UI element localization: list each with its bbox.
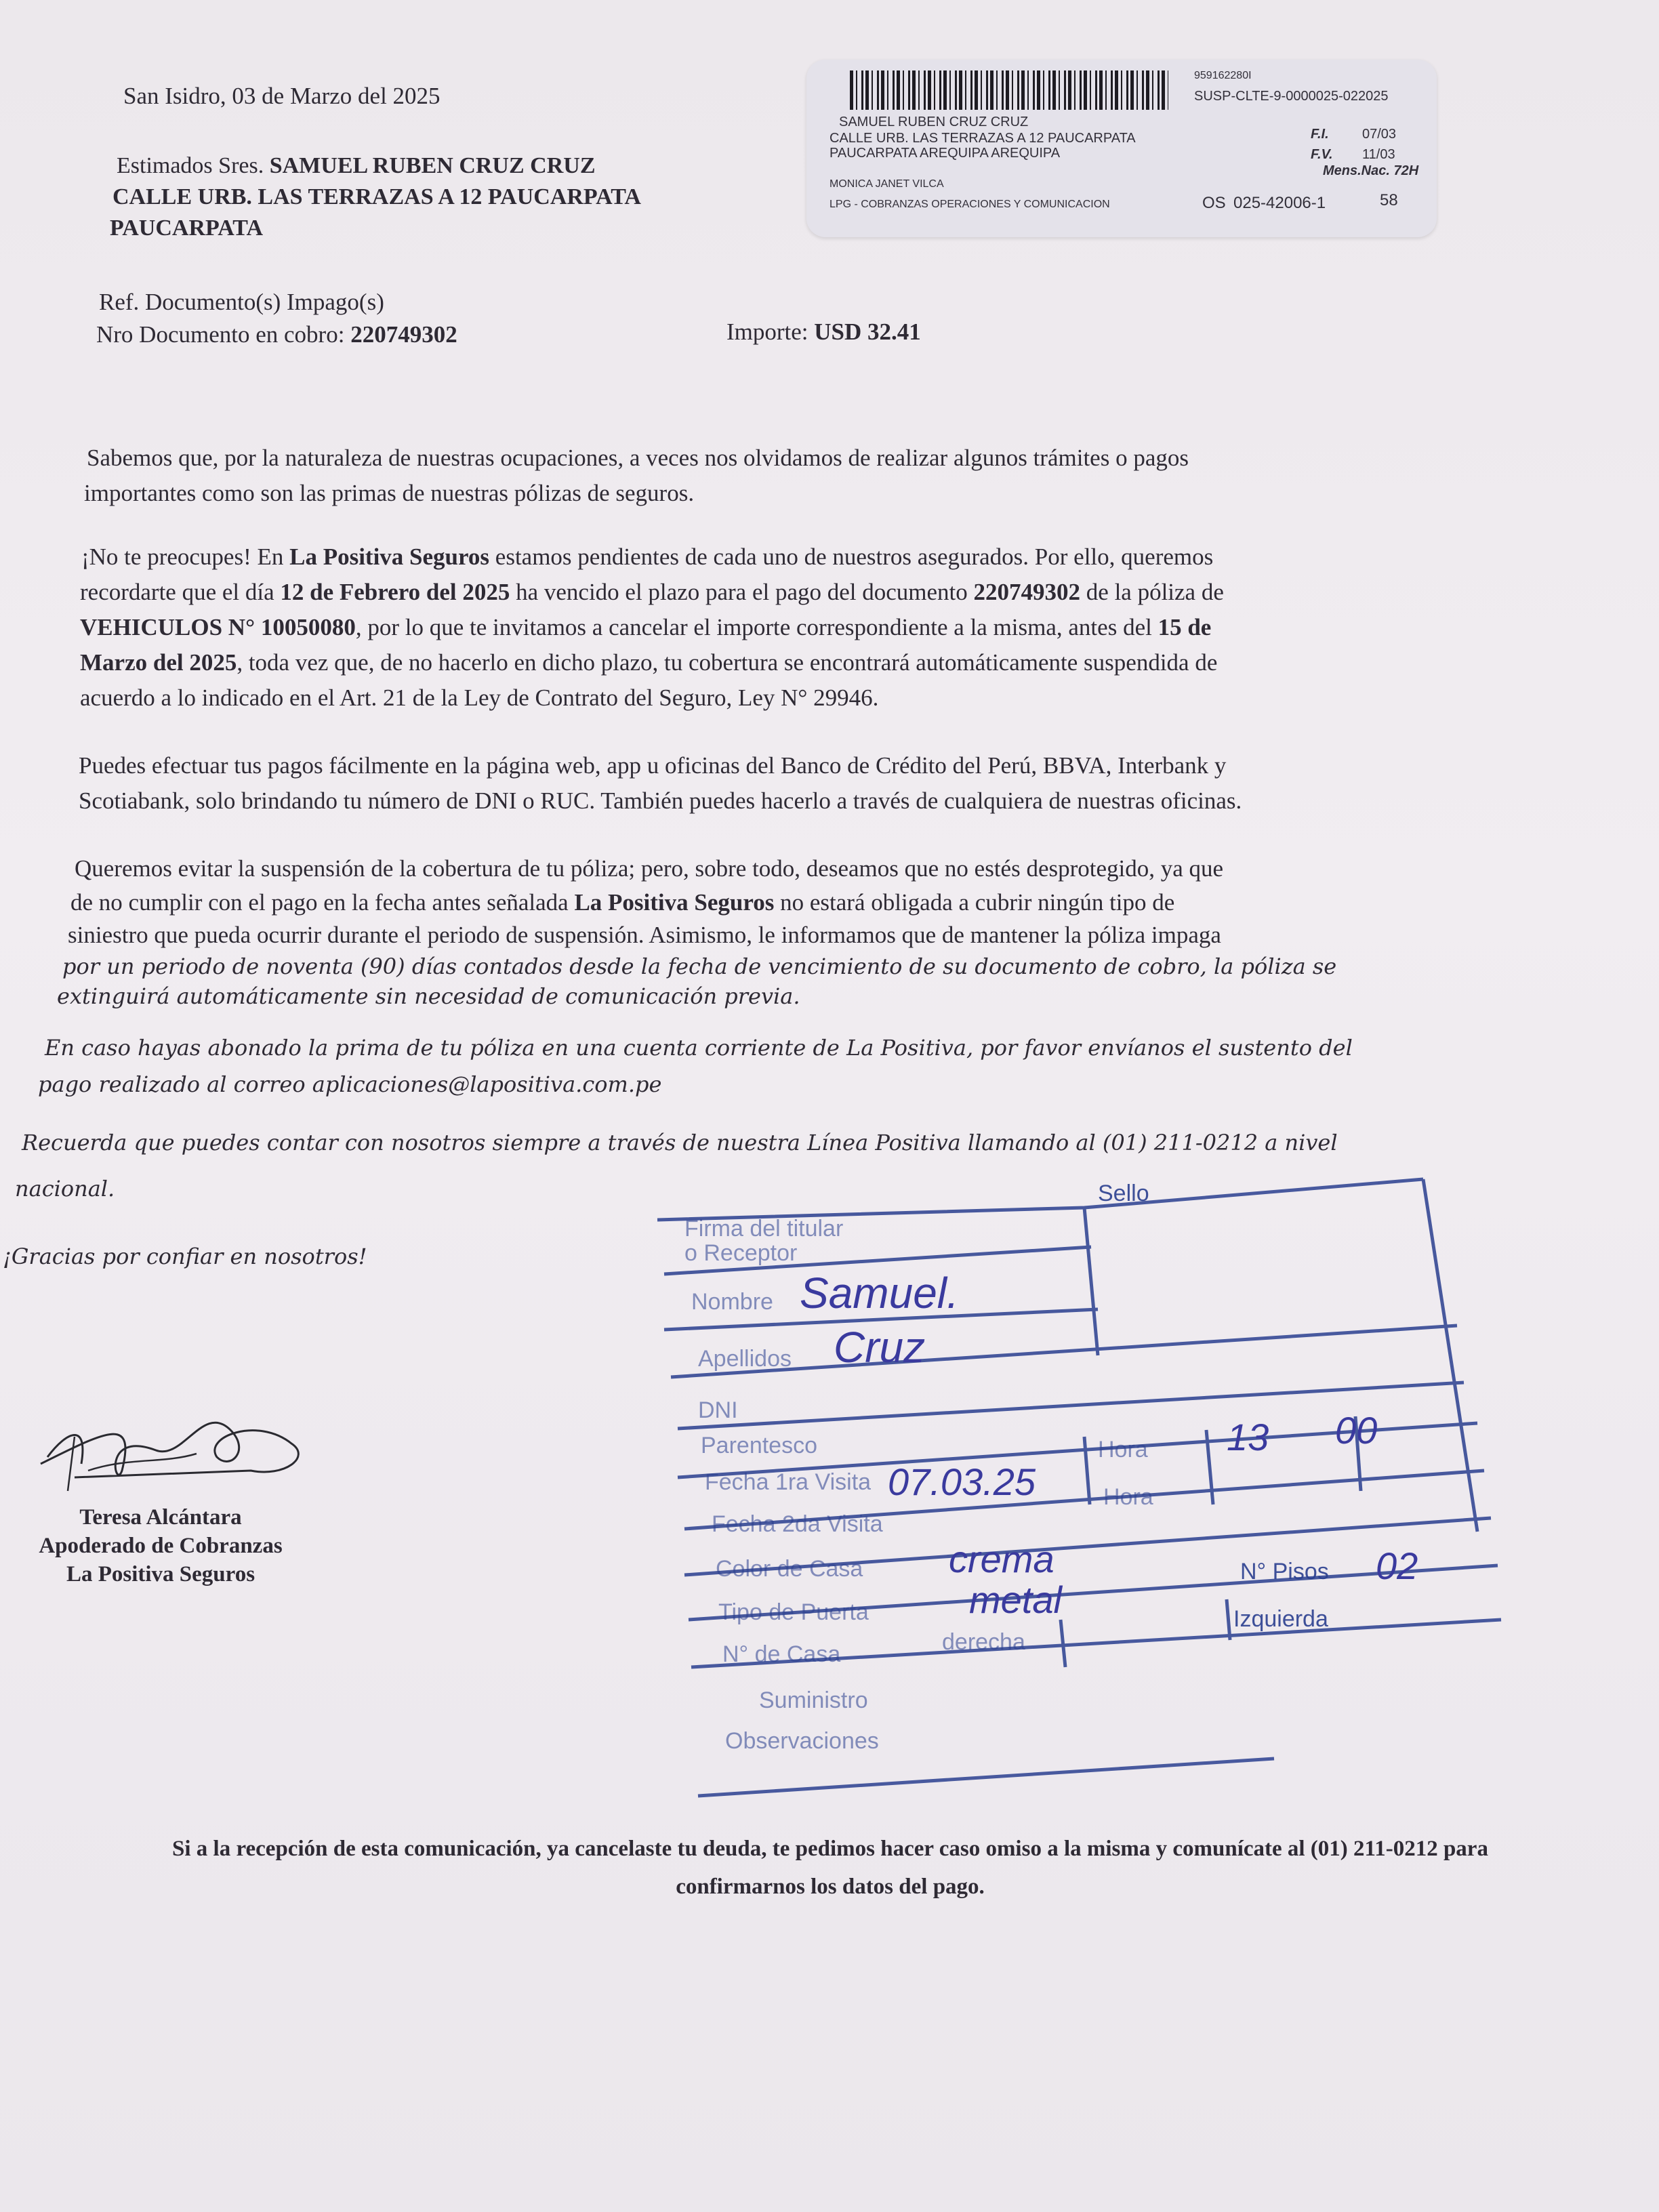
recipient-name: SAMUEL RUBEN CRUZ CRUZ xyxy=(269,153,596,178)
stamp-fecha2: Fecha 2da Visita xyxy=(712,1511,883,1537)
p5-line-1: En caso hayas abonado la prima de tu póliza en una cuenta corriente de La Positiva, por favor envíanos el sustento del xyxy=(45,1035,1353,1061)
hw-nombre: Samuel. xyxy=(800,1269,959,1317)
stamp-nombre: Nombre xyxy=(691,1289,773,1315)
importe-label: Importe: xyxy=(726,319,808,345)
stamp-izquierda: Izquierda xyxy=(1233,1606,1328,1632)
footer-line-2: confirmarnos los datos del pago. xyxy=(676,1875,985,1899)
hw-fecha: 07.03.25 xyxy=(888,1460,1036,1503)
p4-line-3: siniestro que pueda ocurrir durante el periodo de suspensión. Asimismo, le informamos que de mantener la póliza impaga xyxy=(68,922,1221,948)
sender: MONICA JANET VILCA xyxy=(830,178,944,190)
stamp-derecha: derecha xyxy=(942,1629,1025,1655)
doc-line xyxy=(96,319,457,351)
p3-line-2: Scotiabank, solo brindando tu número de DNI o RUC. También puedes hacerlo a través de cualquiera de nuestras oficinas. xyxy=(79,787,1242,814)
p4-line-1: Queremos evitar la suspensión de la cobertura de tu póliza; pero, sobre todo, deseamos que no estés desprotegido, ya que xyxy=(75,855,1224,882)
hw-color-2: metal xyxy=(969,1578,1062,1621)
stamp-receptor: o Receptor xyxy=(684,1240,798,1266)
footer-note xyxy=(27,1830,1633,1906)
stamp-suministro: Suministro xyxy=(759,1687,868,1713)
label-name: SAMUEL RUBEN CRUZ CRUZ xyxy=(839,115,1029,129)
department: LPG - COBRANZAS OPERACIONES Y COMUNICACION xyxy=(830,199,1110,210)
importe-line xyxy=(726,316,921,348)
stamp-pisos: N° Pisos xyxy=(1240,1559,1329,1584)
fi-label: F.I. xyxy=(1311,127,1329,142)
p4-line-2: de no cumplir con el pago en la fecha antes señalada La Positiva Seguros no estará obligada a cubrir ningún tipo de xyxy=(70,889,1175,916)
stamp-color-casa: Color de Casa xyxy=(716,1556,863,1582)
stamp-firma: Firma del titular xyxy=(684,1216,844,1242)
p5-line-2: pago realizado al correo aplicaciones@lapositiva.com.pe xyxy=(38,1071,662,1097)
service: Mens.Nac. 72H xyxy=(1323,163,1419,178)
signer-name: Teresa Alcántara xyxy=(79,1505,242,1530)
p1-line-2: importantes como son las primas de nuestras pólizas de seguros. xyxy=(84,480,695,506)
hw-min: 00 xyxy=(1335,1409,1378,1452)
count: 58 xyxy=(1380,191,1398,209)
label-code: SUSP-CLTE-9-0000025-022025 xyxy=(1194,89,1389,104)
address-line-2: PAUCARPATA xyxy=(110,216,263,241)
stamp-num-casa: N° de Casa xyxy=(722,1641,841,1667)
fv-label: F.V. xyxy=(1311,147,1333,162)
reference-block xyxy=(96,286,457,351)
p2-line-1: ¡No te preocupes! En La Positiva Seguros estamos pendientes de cada uno de nuestros asegurados. Por ello, queremos xyxy=(81,544,1214,570)
signer-company: La Positiva Seguros xyxy=(66,1562,255,1586)
p6-line-2: nacional. xyxy=(15,1176,115,1202)
thanks-line: ¡Gracias por confiar en nosotros! xyxy=(3,1244,367,1269)
stamp-hora-2: Hora xyxy=(1103,1484,1153,1510)
doc-number: 220749302 xyxy=(350,321,457,348)
address-line-1: CALLE URB. LAS TERRAZAS A 12 PAUCARPATA xyxy=(112,184,641,209)
doc-label: Nro Documento en cobro: xyxy=(96,321,345,348)
footer-line-1: Si a la recepción de esta comunicación, ya cancelaste tu deuda, te pedimos hacer caso omiso a la misma y comunícate al (01) 211-0212 para xyxy=(172,1837,1488,1861)
hw-color-1: crema xyxy=(949,1538,1054,1580)
signature-block xyxy=(15,1503,306,1589)
place-date: San Isidro, 03 de Marzo del 2025 xyxy=(123,83,441,109)
delivery-stamp xyxy=(651,1152,1532,1820)
barcode-number: 959162280I xyxy=(1194,70,1252,81)
stamp-dni: DNI xyxy=(698,1397,738,1423)
label-addr-2: PAUCARPATA AREQUIPA AREQUIPA xyxy=(830,146,1061,161)
os-value: 025-42006-1 xyxy=(1233,194,1326,212)
fi-value: 07/03 xyxy=(1362,127,1397,142)
fv-value: 11/03 xyxy=(1362,147,1395,162)
stamp-sello: Sello xyxy=(1098,1181,1149,1206)
p2-line-2: recordarte que el día 12 de Febrero del 2025 ha vencido el plazo para el pago del documento 220749302 de la póliza de xyxy=(80,579,1224,605)
p1-line-1: Sabemos que, por la naturaleza de nuestras ocupaciones, a veces nos olvidamos de realizar algunos trámites o pagos xyxy=(87,445,1189,471)
hw-apellidos: Cruz xyxy=(834,1323,926,1372)
p3-line-1: Puedes efectuar tus pagos fácilmente en la página web, app u oficinas del Banco de Crédito del Perú, BBVA, Interbank y xyxy=(79,752,1227,779)
os-label: OS xyxy=(1202,194,1226,212)
recipient-block xyxy=(110,150,641,244)
signer-role: Apoderado de Cobranzas xyxy=(39,1534,283,1558)
shipping-label xyxy=(806,60,1437,237)
hw-pisos: 02 xyxy=(1376,1544,1418,1587)
stamp-hora: Hora xyxy=(1098,1437,1148,1462)
barcode xyxy=(850,70,1168,110)
p4-line-5: extinguirá automáticamente sin necesidad de comunicación previa. xyxy=(57,983,800,1009)
recipient-line xyxy=(117,150,641,182)
label-addr-1: CALLE URB. LAS TERRAZAS A 12 PAUCARPATA xyxy=(830,131,1136,146)
importe-value: USD 32.41 xyxy=(814,319,921,345)
hw-hora: 13 xyxy=(1227,1416,1269,1458)
stamp-tipo-puerta: Tipo de Puerta xyxy=(718,1599,869,1625)
greeting: Estimados Sres. xyxy=(117,153,264,178)
stamp-parentesco: Parentesco xyxy=(701,1433,817,1458)
stamp-fecha1: Fecha 1ra Visita xyxy=(705,1469,872,1495)
ref-label: Ref. Documento(s) Impago(s) xyxy=(99,289,384,315)
p2-line-3: VEHICULOS N° 10050080, por lo que te invitamos a cancelar el importe correspondiente a la misma, antes del 15 de xyxy=(80,614,1212,640)
p6-line-1: Recuerda que puedes contar con nosotros siempre a través de nuestra Línea Positiva llamando al (01) 211-0212 a nivel xyxy=(22,1130,1338,1155)
p2-line-5: acuerdo a lo indicado en el Art. 21 de la Ley de Contrato del Seguro, Ley N° 29946. xyxy=(80,684,879,711)
signature-icon xyxy=(27,1389,325,1511)
stamp-apellidos: Apellidos xyxy=(698,1346,792,1372)
stamp-observaciones: Observaciones xyxy=(725,1728,879,1754)
p4-line-4: por un periodo de noventa (90) días contados desde la fecha de vencimiento de su documento de cobro, la póliza se xyxy=(62,954,1337,979)
p2-line-4: Marzo del 2025, toda vez que, de no hacerlo en dicho plazo, tu cobertura se encontrará automáticamente suspendida de xyxy=(80,649,1218,676)
